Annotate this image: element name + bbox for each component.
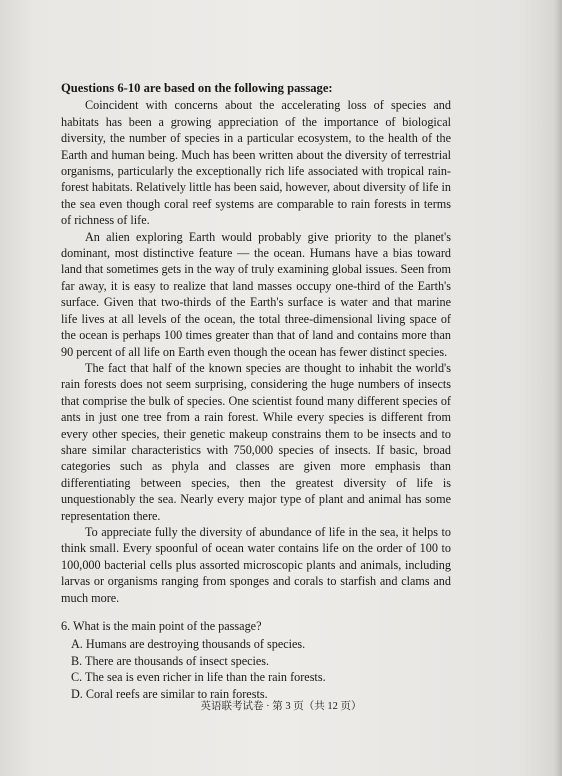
scan-shadow-edge bbox=[554, 0, 562, 776]
question-stem: 6. What is the main point of the passage? bbox=[61, 619, 262, 633]
answer-option-a: A. Humans are destroying thousands of species. bbox=[71, 637, 306, 652]
passage-block bbox=[61, 80, 451, 702]
answer-option-d: D. Coral reefs are similar to rain forests. bbox=[71, 686, 268, 701]
passage-paragraph-1: Coincident with concerns about the accelerating loss of species and habitats has been a growing appreciation of the importance of biological diversity, the number of species in a particular ecosystem, to the health of the Earth and human being. Much has been written about the diversity of terrestrial organisms, particularly the exceptionally rich life associated with tropical rain-forest habitats. Relatively little has been said, however, about diversity of life in the sea even though coral reef systems are comparable to rain forests in terms of richness of life. bbox=[61, 98, 451, 228]
passage-paragraph-2: An alien exploring Earth would probably give priority to the planet's dominant, most distinctive feature — the ocean. Humans have a bias toward land that sometimes gets in the way of truly examining global issues. Seen from far away, it is easy to realize that land masses occupy one-third of the Earth's surface. Given that two-thirds of the Earth's surface is water and that marine life lives at all levels of the ocean, the total three-dimensional living space of the ocean is perhaps 100 times greater than that of land and contains more than 90 percent of all life on Earth even though the ocean has fewer distinct species. bbox=[61, 229, 451, 359]
answer-option-b: B. There are thousands of insect species. bbox=[71, 653, 270, 668]
answer-option-c: C. The sea is even richer in life than the rain forests. bbox=[71, 670, 326, 685]
passage-paragraph-4: To appreciate fully the diversity of abundance of life in the sea, it helps to think small. Every spoonful of ocean water contains life on the order of 100 to 100,000 bacterial cells plus assorted microscopic plants and animals, including larvas or organisms ranging from sponges and corals to starfish and clams and much more. bbox=[61, 524, 451, 605]
section-heading: Questions 6-10 are based on the following passage: bbox=[61, 81, 333, 95]
page-footer: 英语联考试卷 · 第 3 页（共 12 页） bbox=[200, 701, 362, 712]
passage-paragraph-3: The fact that half of the known species are thought to inhabit the world's rain forests does not seem surprising, considering the huge numbers of insects that comprise the bulk of species. One scientist found many different species of ants in just one tree from a rain forest. While every species is different from every other species, their genetic makeup constrains them to be insects and to share similar characteristics with 750,000 species of insects. If basic, broad categories such as phyla and classes are given more emphasis than differentiating between species, then the greatest diversity of life is unquestionably the sea. Nearly every major type of plant and animal has some representation there. bbox=[61, 360, 451, 523]
question-6 bbox=[61, 618, 451, 702]
